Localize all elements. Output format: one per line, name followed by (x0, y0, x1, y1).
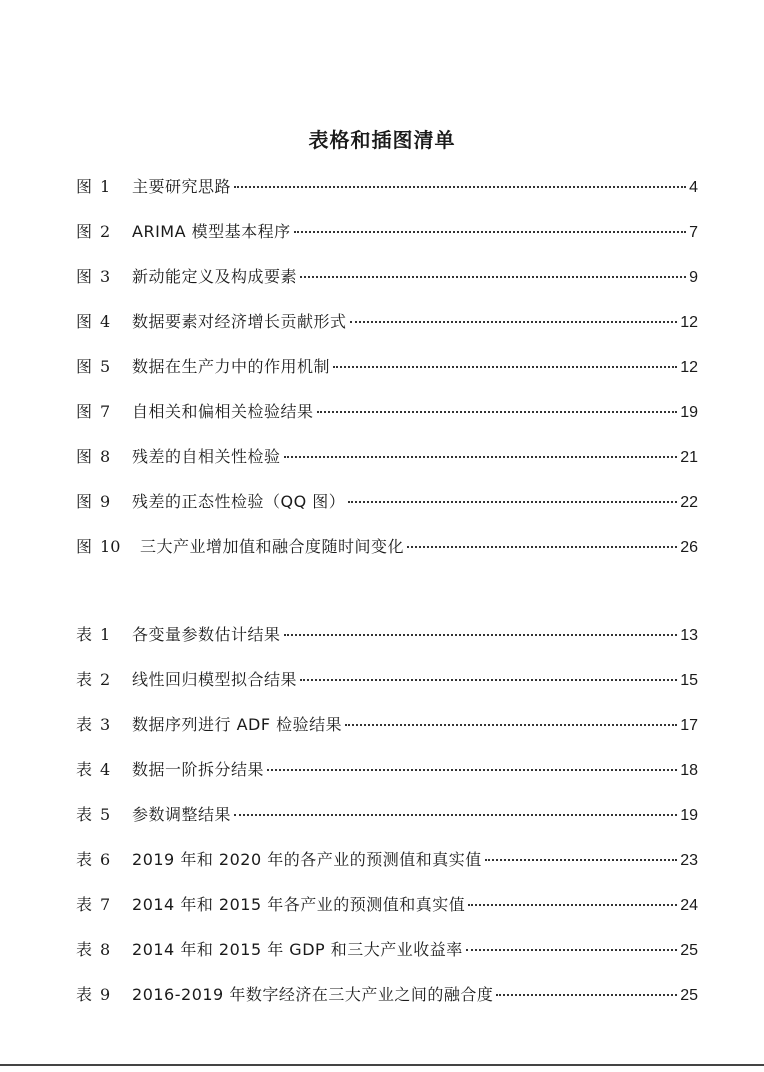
dot-leader (234, 186, 686, 188)
entry-kind: 图 (76, 177, 93, 196)
entry-kind: 图 (76, 402, 93, 421)
entry-number: 2 (100, 222, 111, 241)
table-entry[interactable] (76, 843, 698, 888)
dot-leader (284, 456, 678, 458)
entry-title: 残差的正态性检验（QQ 图） (132, 492, 346, 511)
entry-kind: 图 (76, 222, 93, 241)
entry-title: 2014 年和 2015 年 GDP 和三大产业收益率 (132, 940, 463, 959)
entry-kind: 表 (76, 895, 93, 914)
dot-leader (300, 679, 677, 681)
entry-label (76, 933, 132, 967)
dot-leader (466, 949, 677, 951)
entry-title: 主要研究思路 (132, 177, 232, 196)
entry-label (76, 260, 132, 294)
dot-leader (300, 276, 686, 278)
entry-number: 4 (100, 760, 111, 779)
figure-list (76, 170, 698, 575)
entry-number: 1 (100, 625, 111, 644)
entry-label (76, 215, 132, 249)
entry-title: 各变量参数估计结果 (132, 625, 281, 644)
dot-leader (345, 724, 677, 726)
dot-leader (234, 814, 677, 816)
entry-number: 1 (100, 177, 111, 196)
entry-page-number: 24 (680, 897, 698, 914)
entry-page-number: 15 (680, 672, 698, 689)
entry-title: 数据序列进行 ADF 检验结果 (132, 715, 343, 734)
entry-label (76, 843, 132, 877)
dot-leader (485, 859, 677, 861)
entry-label (76, 530, 140, 564)
entry-kind: 表 (76, 625, 93, 644)
figure-entry[interactable] (76, 530, 698, 575)
entry-number: 7 (100, 895, 111, 914)
entry-page-number: 9 (689, 269, 698, 286)
entry-label (76, 663, 132, 697)
table-entry[interactable] (76, 798, 698, 843)
entry-page-number: 25 (680, 987, 698, 1004)
table-entry[interactable] (76, 663, 698, 708)
entry-number: 2 (100, 670, 111, 689)
entry-label (76, 350, 132, 384)
entry-title: 自相关和偏相关检验结果 (132, 402, 314, 421)
entry-number: 6 (100, 850, 111, 869)
entry-number: 10 (100, 537, 121, 556)
entry-kind: 表 (76, 760, 93, 779)
entry-number: 3 (100, 715, 111, 734)
entry-kind: 表 (76, 940, 93, 959)
entry-number: 5 (100, 357, 111, 376)
entry-page-number: 22 (680, 494, 698, 511)
table-entry[interactable] (76, 708, 698, 753)
entry-page-number: 23 (680, 852, 698, 869)
entry-page-number: 4 (689, 179, 698, 196)
entry-kind: 表 (76, 715, 93, 734)
entry-number: 4 (100, 312, 111, 331)
entry-label (76, 485, 132, 519)
page-title: 表格和插图清单 (308, 128, 456, 152)
entry-kind: 表 (76, 850, 93, 869)
entry-page-number: 7 (689, 224, 698, 241)
entry-label (76, 888, 132, 922)
dot-leader (468, 904, 677, 906)
figure-entry[interactable] (76, 260, 698, 305)
figure-entry[interactable] (76, 170, 698, 215)
entry-kind: 图 (76, 357, 93, 376)
entry-page-number: 26 (680, 539, 698, 556)
entry-title: 2019 年和 2020 年的各产业的预测值和真实值 (132, 850, 482, 869)
entry-kind: 图 (76, 267, 93, 286)
entry-title: 数据要素对经济增长贡献形式 (132, 312, 347, 331)
table-entry[interactable] (76, 618, 698, 663)
entry-number: 7 (100, 402, 111, 421)
entry-kind: 图 (76, 312, 93, 331)
entry-kind: 表 (76, 670, 93, 689)
entry-label (76, 170, 132, 204)
entry-page-number: 25 (680, 942, 698, 959)
entry-label (76, 978, 132, 1012)
entry-page-number: 12 (680, 359, 698, 376)
entry-label (76, 753, 132, 787)
entry-page-number: 19 (680, 404, 698, 421)
entry-page-number: 17 (680, 717, 698, 734)
figure-entry[interactable] (76, 350, 698, 395)
entry-page-number: 13 (680, 627, 698, 644)
entry-label (76, 708, 132, 742)
entry-label (76, 395, 132, 429)
entry-label (76, 440, 132, 474)
dot-leader (350, 321, 678, 323)
dot-leader (407, 546, 677, 548)
table-entry[interactable] (76, 933, 698, 978)
entry-title: 线性回归模型拟合结果 (132, 670, 298, 689)
entry-title: 2016-2019 年数字经济在三大产业之间的融合度 (132, 985, 494, 1004)
entry-label (76, 305, 132, 339)
entry-kind: 表 (76, 985, 93, 1004)
entry-title: ARIMA 模型基本程序 (132, 222, 291, 241)
figure-entry[interactable] (76, 440, 698, 485)
figure-entry[interactable] (76, 485, 698, 530)
entry-title: 2014 年和 2015 年各产业的预测值和真实值 (132, 895, 466, 914)
table-list (76, 618, 698, 1023)
entry-page-number: 12 (680, 314, 698, 331)
dot-leader (496, 994, 677, 996)
entry-page-number: 21 (680, 449, 698, 466)
dot-leader (317, 411, 678, 413)
entry-kind: 图 (76, 537, 93, 556)
entry-number: 3 (100, 267, 111, 286)
entry-number: 8 (100, 940, 111, 959)
entry-title: 三大产业增加值和融合度随时间变化 (140, 537, 405, 556)
entry-number: 8 (100, 447, 111, 466)
entry-page-number: 18 (680, 762, 698, 779)
entry-title: 参数调整结果 (132, 805, 232, 824)
entry-title: 新动能定义及构成要素 (132, 267, 298, 286)
entry-title: 数据在生产力中的作用机制 (132, 357, 331, 376)
entry-number: 5 (100, 805, 111, 824)
entry-label (76, 618, 132, 652)
entry-kind: 图 (76, 492, 93, 511)
table-entry[interactable] (76, 753, 698, 798)
figure-entry[interactable] (76, 395, 698, 440)
page-bottom-rule (0, 1064, 764, 1066)
entry-page-number: 19 (680, 807, 698, 824)
entry-title: 数据一阶拆分结果 (132, 760, 265, 779)
figure-entry[interactable] (76, 305, 698, 350)
entry-kind: 表 (76, 805, 93, 824)
dot-leader (267, 769, 677, 771)
dot-leader (284, 634, 678, 636)
entry-label (76, 798, 132, 832)
dot-leader (348, 501, 677, 503)
entry-number: 9 (100, 985, 111, 1004)
entry-kind: 图 (76, 447, 93, 466)
entry-number: 9 (100, 492, 111, 511)
figure-entry[interactable] (76, 215, 698, 260)
table-entry[interactable] (76, 888, 698, 933)
dot-leader (333, 366, 677, 368)
table-entry[interactable] (76, 978, 698, 1023)
entry-title: 残差的自相关性检验 (132, 447, 281, 466)
dot-leader (294, 231, 686, 233)
